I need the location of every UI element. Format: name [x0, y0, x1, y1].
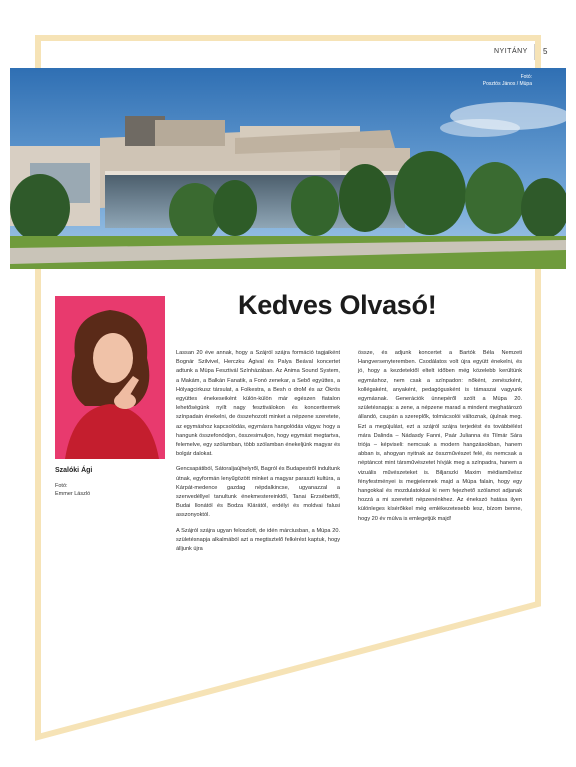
article-column-left — [176, 349, 340, 560]
portrait-photo — [55, 296, 165, 459]
portrait-credit — [55, 482, 155, 498]
article-paragraph: Lassan 20 éve annak, hogy a Szájról szájra formáció tagjaiként Bognár Szilvivel, Herczku Ágival és Palya Beával koncertet adtunk a Müpa Fesztivál Színházában. Az Anima Sound System, a Makám, a Balkán Fanatik, a Fonó zenekar, a Sebő együttes, a Hólyagcirkusz társulat, a Folkestra, a Besh o droM és az Ökrös együttes énekeseiként külön-külön már egészen fiatalon lehetőségünk nyílt nagy fesztiválokon és koncerttermek színpadain énekelni, de összehozott minket a népzene szeretete, az egymáshoz kapcsolódás, egymásra hangolódás vágya: hogy a hangunk összefonódjon, összesimuljon, hogy egymást megtartva, felemelve, egy szólamban, több szólamban énekeljünk magyar és bolgár dalokat. — [176, 350, 340, 458]
header-divider — [534, 44, 535, 60]
article-paragraph: össze, és adjunk koncertet a Bartók Béla Nemzeti Hangversenyteremben. Csodálatos volt újra együtt énekelni, és jó, hogy a kezdetektől eltelt időben még közelebb kerültünk egymáshoz, nem csak a színpadon: nőként, zenészként, kollégaként, anyaként, pedagógusként is támaszai vagyunk egymásnak. Generációk ünnepéről szólt a Müpa 20. születésnapja: a zene, a népzene marad a mindent meghatározó állandó, csupán a szereplők, tolmácsolói változnak, újulnak meg. Ezt a megújulást, ezt a szájról szájra terjedést és továbbélést mára Dalinda – Nádasdy Fanni, Paár Julianna és Tilmár Sára triója – képviseli: nemcsak a modern hangzásokban, hanem abban is, ahogyan nyitnak az összművészet felé, és nemcsak a néptáncot mint társművészetet hívják meg a színpadra, hanem a vizuális művészeteket is. Biljarszki Maxim médiaművész fényfestményei is megjelennek majd a Müpa falain, hogy egy hangokkal és mozdulatokkal ki nem fejezhető szólamot adjanak hozzá a mi szeretett népzenénkhez. Az énekszó hatása ilyen különleges kísérőkkel még emlékezetesebb lesz, bízom benne, hogy 20 év múlva is emlegetjük majd! — [358, 350, 522, 522]
portrait-credit-author: Emmer László — [55, 491, 91, 497]
article-paragraph: Gencsapátiból, Sátoraljaújhelyről, Bagról és Budapestről indultunk útnak, egyformán lenyűgözött minket a magyar paraszti kultúra, a Kárpát-medence gazdag népdalkincse, ugyanazzal a szenvedéllyel tanultunk énekmestereinktől, Tanai Erzsébettől, Budai Ilonától és Bodza Klárától, erdélyi és moldvai falusi asszonyoktól. — [176, 466, 340, 519]
photo-credit-author: Posztós János / Müpa — [482, 81, 532, 87]
photo-credit-label: Fotó: — [520, 74, 532, 80]
photo-credit — [452, 74, 532, 88]
building-photo — [10, 68, 566, 269]
page-number: 5 — [543, 47, 548, 56]
article-column-right — [358, 349, 522, 530]
article-paragraph: A Szájról szájra ugyan feloszlott, de idén márciusban, a Müpa 20. születésnapja alkalmából azt a megtisztelő felkérést kaptuk, hogy álljunk újra — [176, 527, 340, 553]
portrait-name: Szalóki Ági — [55, 467, 93, 474]
section-label: NYITÁNY — [494, 48, 528, 55]
portrait-credit-label: Fotó: — [55, 483, 68, 489]
article-title: Kedves Olvasó! — [238, 290, 437, 320]
